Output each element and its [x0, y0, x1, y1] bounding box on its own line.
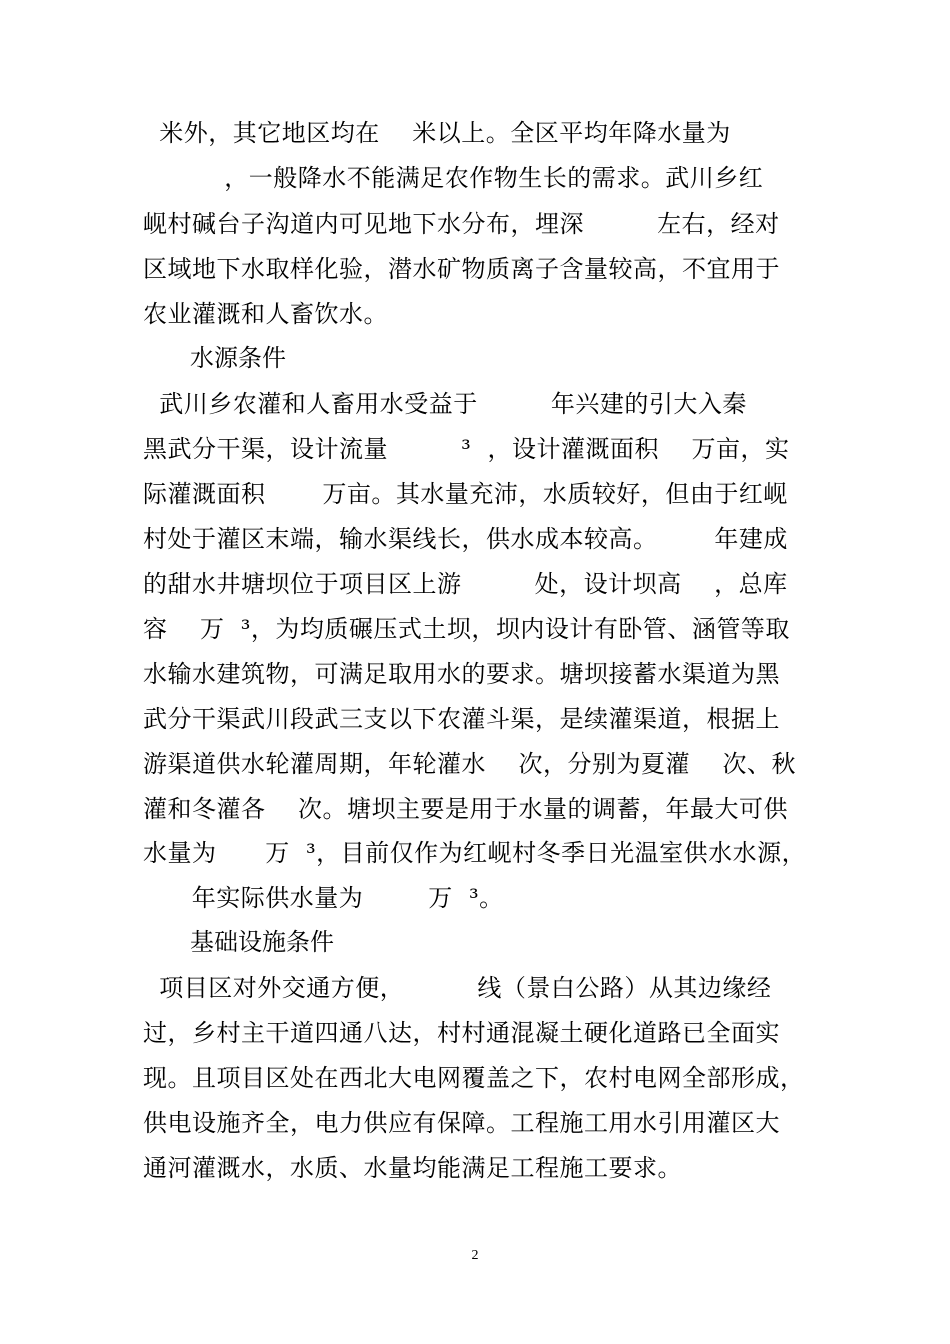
text-line: 游渠道供水轮灌周期，年轮灌水 次，分别为夏灌 次、秋 [143, 750, 797, 778]
text-line: 水输水建筑物，可满足取用水的要求。塘坝接蓄水渠道为黑 [143, 660, 780, 688]
text-line: 武分干渠武川段武三支以下农灌斗渠，是续灌渠道，根据上 [143, 705, 780, 733]
text-line: 村处于灌区末端，输水渠线长，供水成本较高。 年建成 [143, 525, 788, 553]
text-line: 区域地下水取样化验，潜水矿物质离子含量较高，不宜用于 [143, 255, 780, 283]
text-line: 项目区对外交通方便， 线（景白公路）从其边缘经 [143, 974, 772, 1002]
text-line: 岘村碱台子沟道内可见地下水分布，埋深 左右，经对 [143, 210, 780, 238]
text-line: 容 万 ³，为均质碾压式土坝，坝内设计有卧管、涵管等取 [143, 615, 790, 643]
text-line: 黑武分干渠，设计流量 ³ ，设计灌溉面积 万亩，实 [143, 435, 790, 463]
text-line: 过，乡村主干道四通八达，村村通混凝土硬化道路已全面实 [143, 1019, 780, 1047]
page-number: 2 [471, 1248, 479, 1263]
text-line: 农业灌溉和人畜饮水。 [143, 300, 388, 328]
section-heading-infrastructure: 基础设施条件 [190, 928, 334, 956]
text-line: 供电设施齐全，电力供应有保障。工程施工用水引用灌区大 [143, 1109, 780, 1137]
text-line: 水量为 万 ³，目前仅作为红岘村冬季日光温室供水水源， [143, 839, 807, 867]
text-line: 米外，其它地区均在 米以上。全区平均年降水量为 [143, 119, 731, 147]
text-line: 通河灌溉水，水质、水量均能满足工程施工要求。 [143, 1154, 682, 1182]
section-heading-water-source: 水源条件 [190, 344, 286, 372]
text-line: ，一般降水不能满足农作物生长的需求。武川乡红 [143, 164, 764, 192]
text-line: 际灌溉面积 万亩。其水量充沛，水质较好，但由于红岘 [143, 480, 788, 508]
text-line: 灌和冬灌各 次。塘坝主要是用于水量的调蓄，年最大可供 [143, 795, 789, 823]
text-line: 武川乡农灌和人畜用水受益于 年兴建的引大入秦 [143, 390, 747, 418]
text-line: 现。且项目区处在西北大电网覆盖之下，农村电网全部形成， [143, 1064, 805, 1092]
text-line: 年实际供水量为 万 ³。 [143, 884, 504, 912]
text-line: 的甜水井塘坝位于项目区上游 处，设计坝高 ，总库 [143, 570, 788, 598]
